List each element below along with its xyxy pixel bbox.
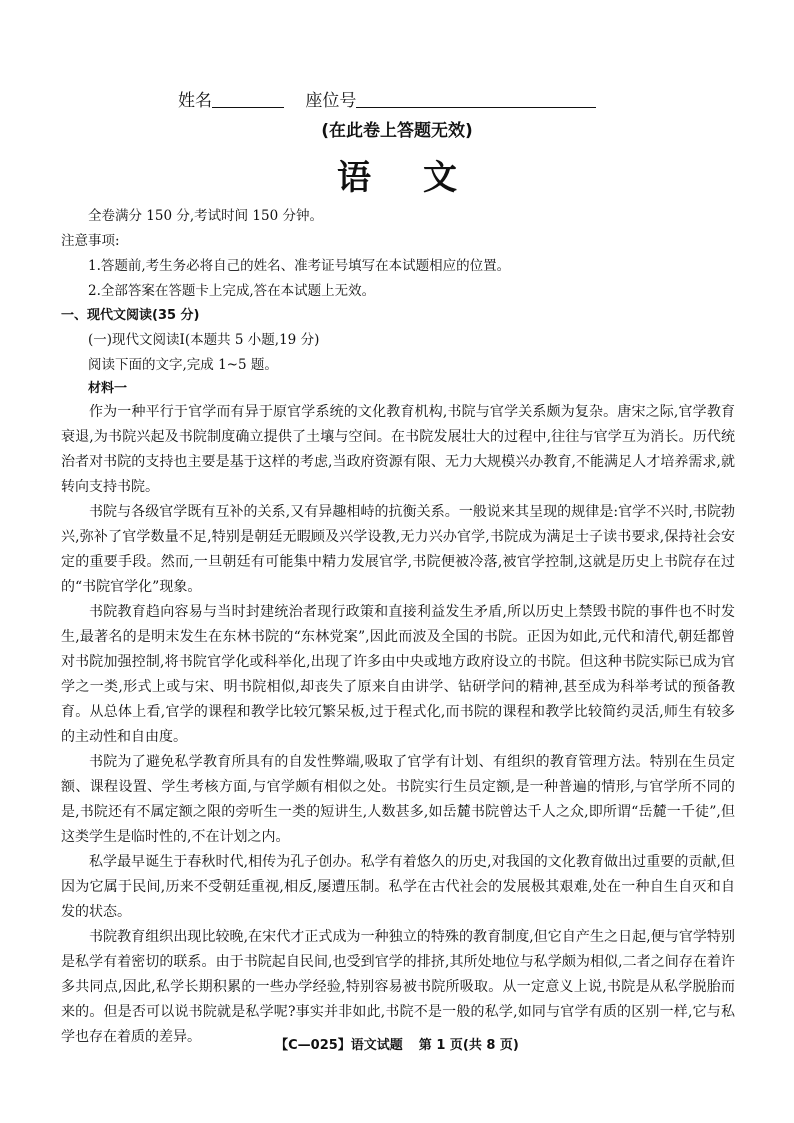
note-1: 1.答题前,考生务必将自己的姓名、准考证号填写在本试题相应的位置。 <box>88 258 511 274</box>
notes-title: 注意事项: <box>61 233 120 249</box>
passage-paragraph: 作为一种平行于官学而有异于原官学系统的文化教育机构,书院与官学关系颇为复杂。唐宋之际,官学教育衰退,为书院兴起及书院制度确立提供了土壤与空间。在书院发展壮大的过程中,往往与官学互为消长。历代统治者对书院的支持也主要是基于这样的考虑,当政府资源有限、无力大规模兴办教育,不能满足人才培养需求,就转向支持书院。 <box>61 404 735 495</box>
note-2: 2.全部答案在答题卡上完成,答在本试题上无效。 <box>88 283 376 299</box>
section-heading: 一、现代文阅读(35 分) <box>61 308 200 323</box>
invalid-answer-notice: (在此卷上答题无效) <box>321 121 473 141</box>
material-label: 材料一 <box>88 381 128 396</box>
page-number: 第 1 页(共 8 页) <box>418 1038 519 1053</box>
passage-paragraph: 书院为了避免私学教育所具有的自发性弊端,吸取了官学有计划、有组织的教育管理方法。特别在生员定额、课程设置、学生考核方面,与官学颇有相似之处。书院实行生员定额,是一种普遍的情形,与官学所不同的是,书院还有不属定额之限的旁听生一类的短讲生,人数甚多,如岳麓书院曾达千人之众,即所谓“岳麓一千徒”,但这类学生是临时性的,不在计划之内。 <box>61 754 735 845</box>
name-label: 姓名 <box>178 91 212 111</box>
reading-instruction: 阅读下面的文字,完成 1~5 题。 <box>88 357 278 373</box>
page-footer <box>0 1034 794 1053</box>
name-blank[interactable] <box>212 91 284 108</box>
passage-paragraph: 书院教育组织出现比较晚,在宋代才正式成为一种独立的特殊的教育制度,但它自产生之日起,便与官学特别是私学有着密切的联系。由于书院起自民间,也受到官学的排挤,其所处地位与私学颇为相似,二者之间存在着许多共同点,因此,私学长期积累的一些办学经验,特别容易被书院所吸取。从一定意义上说,书院是从私学脱胎而来的。但是否可以说书院就是私学呢?事实并非如此,书院不是一般的私学,如同与官学有质的区别一样,它与私学也存在着质的差异。 <box>61 929 735 1045</box>
passage-paragraph: 书院与各级官学既有互补的关系,又有异趣相峙的抗衡关系。一般说来其呈现的规律是:官学不兴时,书院勃兴,弥补了官学数量不足,特别是朝廷无暇顾及兴学设教,无力兴办官学,书院成为满足士子读书要求,保持社会安定的重要手段。然而,一旦朝廷有可能集中精力发展官学,书院便被冷落,被官学控制,这就是历史上书院存在过的“书院官学化”现象。 <box>61 504 735 595</box>
subsection-heading: (一)现代文阅读Ⅰ(本题共 5 小题,19 分) <box>88 332 320 348</box>
candidate-info-line <box>178 86 596 111</box>
passage-paragraph: 私学最早诞生于春秋时代,相传为孔子创办。私学有着悠久的历史,对我国的文化教育做出过重要的贡献,但因为它属于民间,历来不受朝廷重视,相反,屡遭压制。私学在古代社会的发展极其艰难,处在一种自生自灭和自发的状态。 <box>61 854 735 920</box>
subject-title: 语文 <box>337 158 509 198</box>
passage-paragraph: 书院教育趋向容易与当时封建统治者现行政策和直接利益发生矛盾,所以历史上禁毁书院的事件也不时发生,最著名的是明末发生在东林书院的“东林党案”,因此而波及全国的书院。正因为如此,元代和清代,朝廷都曾对书院加强控制,将书院官学化或科举化,出现了许多由中央或地方政府设立的书院。但这种书院实际已成为官学之一类,形式上或与宋、明书院相似,却丧失了原来自由讲学、钻研学问的精神,甚至成为科举考试的预备教育。从总体上看,官学的课程和教学比较冗繁呆板,过于程式化,而书院的课程和教学比较简约灵活,师生有较多的主动性和自由度。 <box>61 604 735 745</box>
seat-blank[interactable] <box>356 91 596 108</box>
seat-label: 座位号 <box>305 91 357 111</box>
exam-code: 【C—025】语文试题 <box>275 1038 403 1053</box>
reading-passage <box>61 400 735 1050</box>
score-line: 全卷满分 150 分,考试时间 150 分钟。 <box>88 208 323 224</box>
